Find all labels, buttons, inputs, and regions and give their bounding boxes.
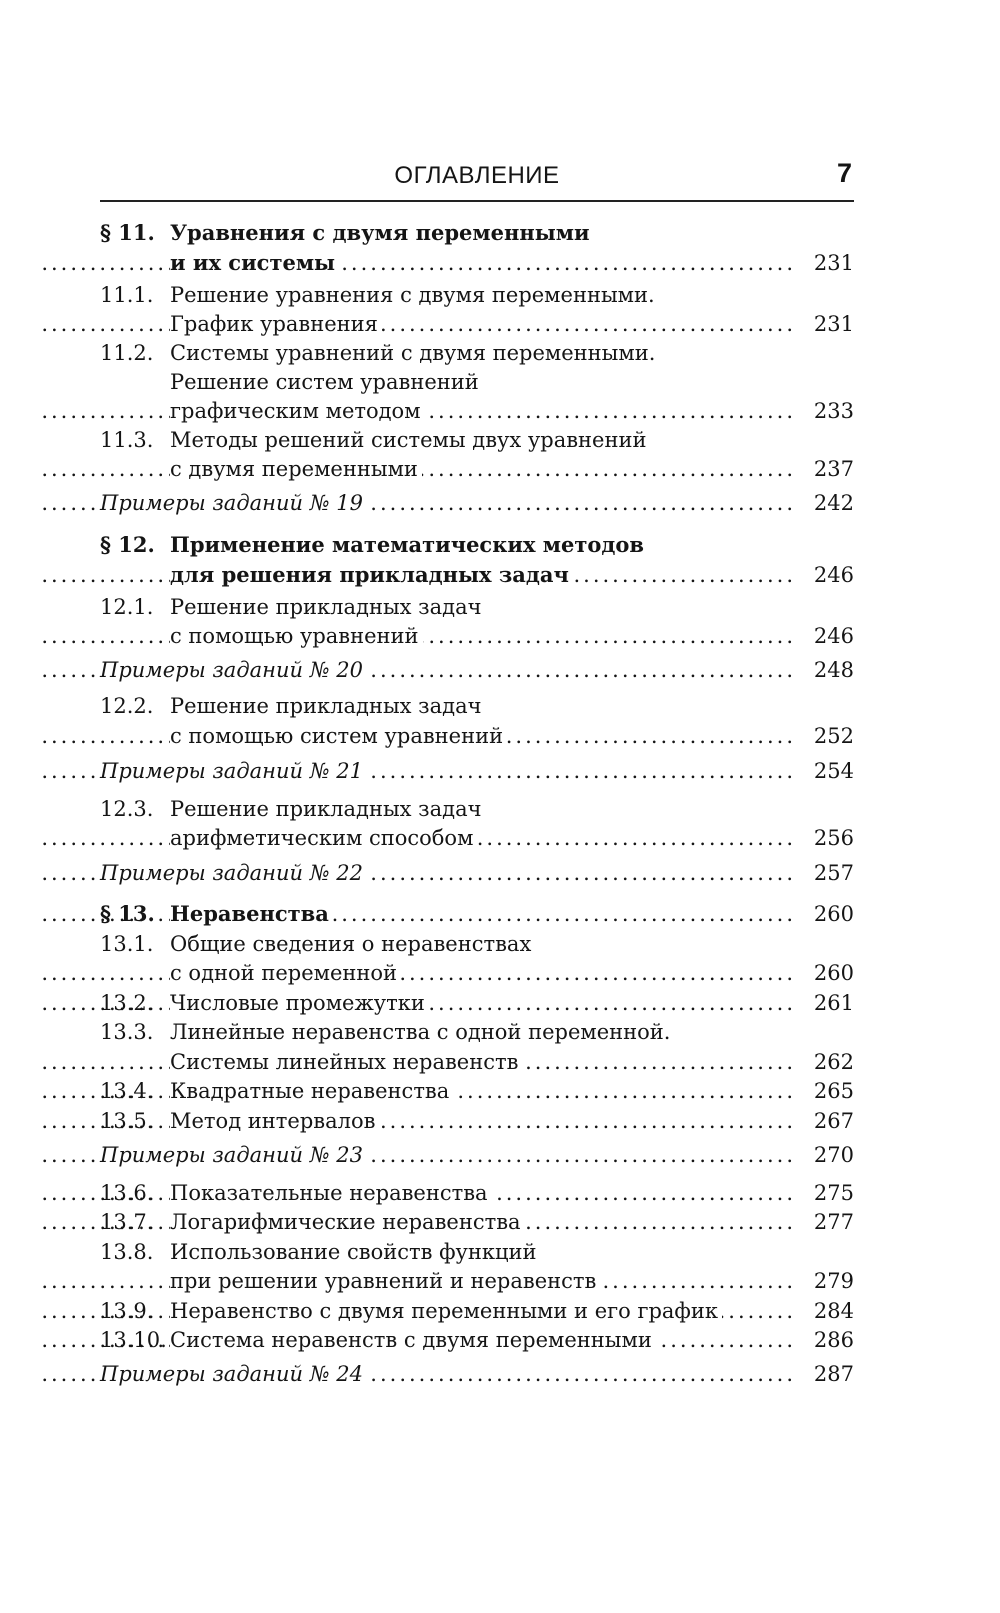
toc-entry-number: 12.1. — [100, 595, 154, 619]
toc-entry-page: 246 — [813, 624, 854, 648]
toc-entry — [100, 756, 854, 786]
toc-entry-page: 246 — [813, 563, 854, 587]
toc-entry-page: 275 — [813, 1181, 854, 1205]
toc-entry — [100, 367, 854, 397]
toc-entry-title: Система неравенств с двумя переменными — [170, 1325, 656, 1355]
toc-entry — [100, 1359, 854, 1389]
toc-entry-page: 262 — [813, 1050, 854, 1074]
toc-entry-page: 252 — [813, 724, 854, 748]
toc-entry — [100, 425, 854, 455]
toc-entry-title: Решение прикладных задач — [170, 694, 482, 718]
toc-leader-dots — [42, 309, 796, 339]
toc-entry — [100, 396, 854, 426]
toc-entry-title: с помощью уравнений — [170, 621, 423, 651]
toc-entry — [100, 1106, 854, 1136]
toc-entry — [100, 858, 854, 888]
toc-entry-title: Общие сведения о неравенствах — [170, 932, 532, 956]
toc-entry-page: 233 — [813, 399, 854, 423]
toc-entry-page: 248 — [813, 658, 854, 682]
toc-entry-page: 231 — [813, 312, 854, 336]
toc-leader-dots — [42, 899, 796, 929]
toc-entry — [100, 1266, 854, 1296]
toc-entry-number: 11.2. — [100, 341, 154, 365]
toc-entry-title: Применение математических методов — [170, 532, 645, 557]
toc-entry-number: § 13. — [100, 901, 155, 926]
toc-entry-number: 12.2. — [100, 694, 154, 718]
toc-entry-title: Неравенство с двумя переменными и его график — [170, 1296, 722, 1326]
toc-entry-title: с двумя переменными — [170, 454, 422, 484]
toc-entry-title: Системы уравнений с двумя переменными. — [170, 341, 656, 365]
toc-entry-number: 11.1. — [100, 283, 154, 307]
toc-entry-title: Решение прикладных задач — [170, 797, 482, 821]
toc-entry-title: Уравнения с двумя переменными — [170, 220, 590, 245]
toc-entry-title: Системы линейных неравенств — [170, 1047, 522, 1077]
toc-entry-title: Методы решений системы двух уравнений — [170, 428, 647, 452]
toc-entry-number: 13.2. — [100, 991, 154, 1015]
toc-entry-page: 237 — [813, 457, 854, 481]
toc-entry-number: § 12. — [100, 532, 155, 557]
toc-entry-page: 286 — [813, 1328, 854, 1352]
toc-entry-page: 265 — [813, 1079, 854, 1103]
toc-leader-dots — [42, 1106, 796, 1136]
toc-entry-title: Показательные неравенства — [170, 1178, 492, 1208]
toc-entry — [100, 1207, 854, 1237]
toc-entry-title: Неравенства — [170, 899, 333, 929]
toc-entry — [100, 1178, 854, 1208]
toc-entry-title: Примеры заданий № 23 — [100, 1140, 367, 1170]
toc-entry-title: при решении уравнений и неравенств — [170, 1266, 600, 1296]
toc-entry — [100, 1296, 854, 1326]
running-header — [100, 158, 854, 202]
toc-entry-title: и их системы — [170, 248, 339, 278]
toc-entry — [100, 899, 854, 929]
toc-entry-page: 261 — [813, 991, 854, 1015]
toc-entry-page: 260 — [813, 961, 854, 985]
toc-entry-page: 256 — [813, 826, 854, 850]
toc-entry-page: 242 — [813, 491, 854, 515]
toc-entry — [100, 1076, 854, 1106]
toc-entry-page: 231 — [813, 251, 854, 275]
toc-entry-number: 13.8. — [100, 1240, 154, 1264]
toc-entry-title: графическим методом — [170, 396, 425, 426]
toc-entry — [100, 338, 854, 368]
toc-entry-number: 13.5. — [100, 1109, 154, 1133]
toc-entry-title: Примеры заданий № 21 — [100, 756, 367, 786]
toc-entry — [100, 1237, 854, 1267]
toc-entry — [100, 988, 854, 1018]
toc-entry-title: Примеры заданий № 24 — [100, 1359, 367, 1389]
toc-entry — [100, 823, 854, 853]
toc-entry — [100, 1140, 854, 1170]
toc-entry-page: 277 — [813, 1210, 854, 1234]
toc-entry-title: Решение прикладных задач — [170, 595, 482, 619]
toc-entry-number: 13.3. — [100, 1020, 154, 1044]
toc-entry — [100, 794, 854, 824]
toc-entry — [100, 1047, 854, 1077]
toc-entry-title: Линейные неравенства с одной переменной. — [170, 1020, 671, 1044]
toc-entry-title: Логарифмические неравенства — [170, 1207, 525, 1237]
toc-entry-page: 279 — [813, 1269, 854, 1293]
toc-entry — [100, 280, 854, 310]
toc-entry-page: 254 — [813, 759, 854, 783]
toc-entry — [100, 1325, 854, 1355]
toc-entry-number: § 11. — [100, 220, 155, 245]
toc-entry — [100, 958, 854, 988]
toc-entry — [100, 655, 854, 685]
toc-entry — [100, 488, 854, 518]
toc-entry-number: 13.4. — [100, 1079, 154, 1103]
toc-entry-title: Квадратные неравенства — [170, 1076, 453, 1106]
toc-entry-page: 284 — [813, 1299, 854, 1323]
header-title: ОГЛАВЛЕНИЕ — [394, 162, 560, 189]
toc-entry-title: Примеры заданий № 22 — [100, 858, 367, 888]
toc-entry-number: 13.9. — [100, 1299, 154, 1323]
toc-entry-title: Решение систем уравнений — [170, 370, 479, 394]
toc-entry-page: 257 — [813, 861, 854, 885]
toc-entry-title: с одной переменной — [170, 958, 401, 988]
toc-entry-title: Примеры заданий № 20 — [100, 655, 367, 685]
toc-entry — [100, 929, 854, 959]
toc-entry — [100, 721, 854, 751]
toc-entry-number: 13.7. — [100, 1210, 154, 1234]
toc-entry-title: Примеры заданий № 19 — [100, 488, 367, 518]
toc-entry-number: 13.10. — [100, 1328, 167, 1352]
toc-entry — [100, 309, 854, 339]
toc-entry-title: Числовые промежутки — [170, 988, 429, 1018]
toc-entry — [100, 691, 854, 721]
toc-entry-page: 267 — [813, 1109, 854, 1133]
toc-entry-number: 11.3. — [100, 428, 154, 452]
toc-entry — [100, 560, 854, 590]
toc-entry-title: График уравнения — [170, 309, 382, 339]
toc-entry — [100, 248, 854, 278]
toc-entry — [100, 1017, 854, 1047]
page-number: 7 — [836, 158, 852, 188]
toc-entry-title: Решение уравнения с двумя переменными. — [170, 283, 655, 307]
toc-entry — [100, 218, 854, 248]
toc-entry — [100, 621, 854, 651]
toc-entry-title: Метод интервалов — [170, 1106, 379, 1136]
toc-leader-dots — [42, 248, 796, 278]
toc-entry-page: 287 — [813, 1362, 854, 1386]
toc-entry — [100, 530, 854, 560]
toc-entry-title: арифметическим способом — [170, 823, 477, 853]
toc-entry-number: 13.6. — [100, 1181, 154, 1205]
toc-entry-number: 12.3. — [100, 797, 154, 821]
toc-entry — [100, 454, 854, 484]
toc-entry-title: с помощью систем уравнений — [170, 721, 507, 751]
toc-entry-number: 13.1. — [100, 932, 154, 956]
toc-leader-dots — [42, 958, 796, 988]
toc-entry-page: 260 — [813, 902, 854, 926]
toc-entry-title: для решения прикладных задач — [170, 560, 573, 590]
toc-entry-page: 270 — [813, 1143, 854, 1167]
toc-entry-title: Использование свойств функций — [170, 1240, 537, 1264]
toc-entry — [100, 592, 854, 622]
